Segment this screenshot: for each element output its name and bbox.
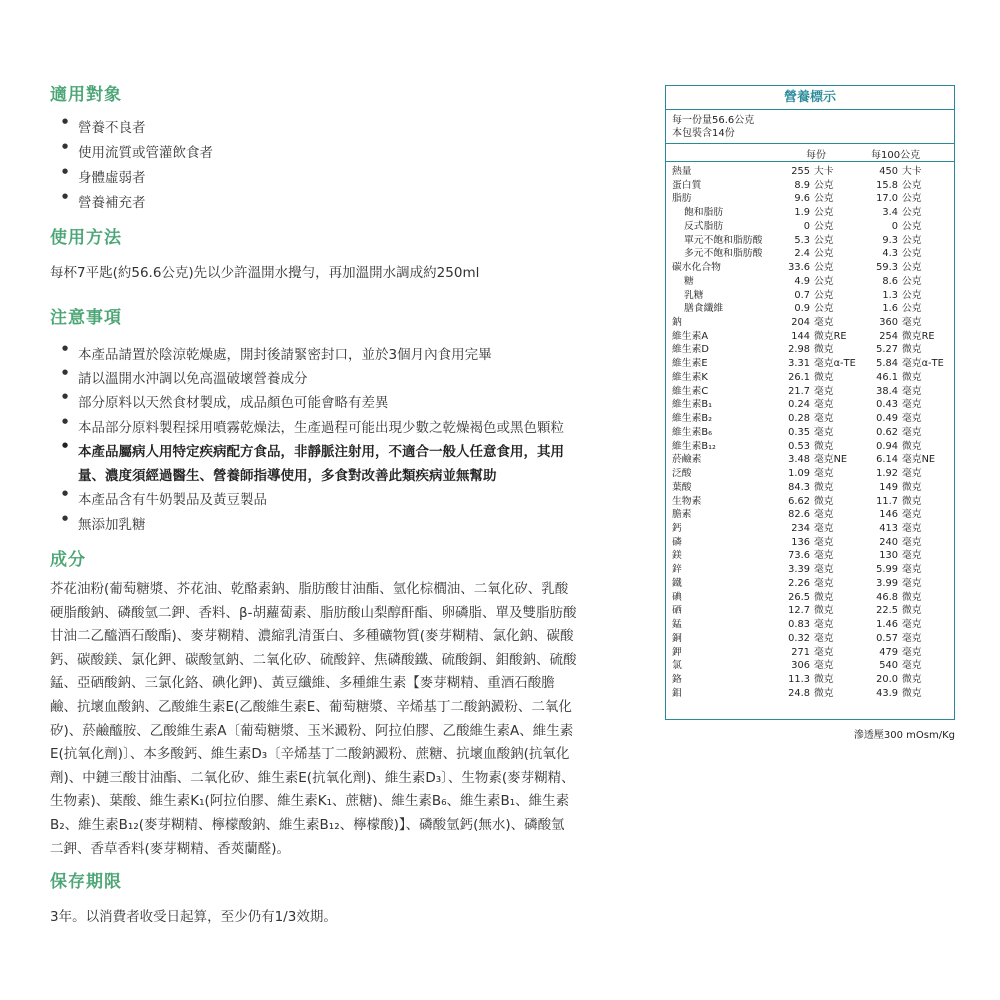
- unit-per-100g: 微克: [902, 591, 922, 603]
- value-per-100g: 1.6: [882, 303, 898, 315]
- value-per-serving: 9.6: [794, 193, 810, 205]
- col-header-per-serving: 每份: [806, 150, 826, 161]
- value-per-100g: 11.7: [876, 495, 898, 507]
- unit-per-serving: 毫克: [814, 426, 834, 438]
- unit-per-100g: 毫克: [902, 509, 922, 521]
- nutrition-facts-table: [665, 85, 955, 720]
- nutrient-name: 鈉: [672, 317, 682, 329]
- notes-item: ● 無添加乳糖: [78, 513, 146, 533]
- col-header-per-100g: 每100公克: [871, 150, 921, 161]
- unit-per-100g: 毫克: [902, 413, 922, 425]
- nutrient-name: 膽素: [672, 509, 692, 521]
- value-per-100g: 540: [879, 660, 898, 672]
- unit-per-serving: 公克: [814, 234, 834, 246]
- nutrient-name: 維生素B₁: [672, 399, 713, 411]
- value-per-serving: 306: [791, 660, 810, 672]
- value-per-100g: 43.9: [876, 687, 898, 699]
- value-per-100g: 6.14: [876, 454, 898, 466]
- value-per-100g: 5.84: [876, 358, 898, 370]
- unit-per-100g: 微克: [902, 344, 922, 356]
- unit-per-serving: 公克: [814, 262, 834, 274]
- unit-per-serving: 毫克: [814, 468, 834, 480]
- value-per-serving: 21.7: [788, 385, 810, 397]
- notes-item: ● 部分原料以天然食材製成，成品顏色可能會略有差異: [78, 391, 389, 411]
- value-per-serving: 144: [791, 330, 810, 342]
- value-per-serving: 0.32: [788, 632, 810, 644]
- unit-per-100g: 公克: [902, 275, 922, 287]
- unit-per-100g: 毫克: [902, 660, 922, 672]
- nutrient-name: 維生素B₂: [672, 413, 713, 425]
- value-per-serving: 82.6: [788, 509, 810, 521]
- value-per-100g: 0.57: [876, 632, 898, 644]
- unit-per-serving: 公克: [814, 220, 834, 232]
- ingredients-line: 二鉀、香草香料(麥芽糊精、香莢蘭醛)。: [50, 840, 291, 857]
- nutrient-name: 維生素A: [672, 330, 709, 342]
- value-per-serving: 234: [791, 522, 810, 534]
- nutrient-name: 乳糖: [684, 289, 704, 301]
- osmolality: 滲透壓300 mOsm/Kg: [853, 730, 955, 741]
- servings-per-pack: 本包裝含14份: [672, 128, 735, 139]
- value-per-serving: 0.83: [788, 619, 810, 631]
- nutrient-name: 磷: [672, 536, 682, 548]
- unit-per-serving: 公克: [814, 193, 834, 205]
- value-per-serving: 33.6: [788, 262, 810, 274]
- value-per-100g: 4.3: [882, 248, 898, 260]
- unit-per-100g: 微克: [902, 605, 922, 617]
- unit-per-100g: 大卡: [902, 166, 922, 177]
- unit-per-serving: 毫克: [814, 385, 834, 397]
- nutrient-name: 蛋白質: [672, 179, 702, 191]
- unit-per-100g: 微克: [902, 440, 922, 452]
- ingredients-line: B₂、維生素B₁₂(麥芽糊精、檸檬酸鈉、維生素B₁₂、檸檬酸)】、磷酸氫鈣(無水)、磷酸氫: [50, 817, 565, 833]
- value-per-serving: 12.7: [788, 605, 810, 617]
- value-per-100g: 413: [879, 522, 898, 534]
- nutrient-name: 鉬: [672, 687, 682, 699]
- value-per-serving: 8.9: [794, 179, 810, 191]
- unit-per-100g: 毫克: [902, 468, 922, 480]
- value-per-serving: 0.9: [794, 303, 810, 315]
- unit-per-100g: 公克: [902, 193, 922, 205]
- value-per-serving: 0.35: [788, 426, 810, 438]
- ingredients-line: 鈣、碳酸鎂、氯化鉀、碳酸氫鈉、二氧化矽、硫酸鋅、焦磷酸鐵、硫酸銅、鉬酸鈉、硫酸: [50, 651, 577, 668]
- nutrient-name: 鋅: [672, 564, 682, 576]
- unit-per-100g: 微克: [902, 371, 922, 383]
- unit-per-serving: 毫克: [814, 619, 834, 631]
- value-per-100g: 149: [879, 481, 898, 493]
- value-per-serving: 5.3: [794, 234, 810, 246]
- nutrient-name: 泛酸: [672, 468, 692, 480]
- value-per-serving: 6.62: [788, 495, 810, 507]
- value-per-100g: 3.4: [882, 207, 898, 219]
- unit-per-serving: 毫克: [814, 632, 834, 644]
- value-per-100g: 46.1: [876, 371, 898, 383]
- value-per-serving: 84.3: [788, 481, 810, 493]
- unit-per-100g: 微克: [902, 674, 922, 685]
- nutrient-name: 飽和脂肪: [684, 207, 724, 219]
- value-per-100g: 479: [879, 646, 898, 658]
- nutrient-name: 反式脂肪: [684, 220, 724, 232]
- value-per-serving: 0.28: [788, 413, 810, 425]
- unit-per-serving: 公克: [814, 248, 834, 260]
- unit-per-serving: 毫克: [814, 522, 834, 534]
- unit-per-100g: 毫克: [902, 550, 922, 562]
- value-per-100g: 130: [879, 550, 898, 562]
- unit-per-serving: 毫克: [814, 660, 834, 672]
- ingredients-heading: 成分: [50, 550, 86, 570]
- unit-per-serving: 毫克: [814, 317, 834, 329]
- value-per-100g: 0: [891, 220, 898, 232]
- target-heading: 適用對象: [50, 85, 122, 105]
- value-per-100g: 1.92: [876, 468, 898, 480]
- nutrient-name: 錳: [672, 619, 682, 631]
- value-per-serving: 271: [791, 646, 810, 658]
- value-per-serving: 1.09: [788, 468, 810, 480]
- ingredients-line: 甘油二乙醯酒石酸酯)、麥芽糊精、濃縮乳清蛋白、多種礦物質(麥芽糊精、氯化鈉、碳酸: [50, 628, 574, 645]
- value-per-serving: 204: [791, 317, 810, 329]
- value-per-serving: 73.6: [788, 550, 810, 562]
- unit-per-100g: 公克: [902, 207, 922, 219]
- unit-per-serving: 公克: [814, 275, 834, 287]
- ingredients-line: 硬脂酸鈉、磷酸氫二鉀、香料、β-胡蘿蔔素、脂肪酸山梨醇酐酯、卵磷脂、單及雙脂肪酸: [50, 604, 577, 621]
- unit-per-100g: 公克: [902, 262, 922, 274]
- unit-per-serving: 毫克NE: [814, 454, 848, 466]
- value-per-100g: 17.0: [876, 193, 898, 205]
- nutrient-name: 碘: [672, 591, 682, 603]
- value-per-serving: 2.98: [788, 344, 810, 356]
- unit-per-serving: 毫克: [814, 646, 834, 658]
- notes-item-warning: ● 本產品屬病人用特定疾病配方食品，非靜脈注射用，不適合一般人任意食用，其用: [78, 440, 564, 460]
- unit-per-100g: 公克: [902, 234, 922, 246]
- target-item: ● 營養不良者: [78, 116, 146, 136]
- value-per-100g: 0.43: [876, 399, 898, 411]
- nutrient-name: 鎂: [672, 550, 682, 562]
- value-per-100g: 0.49: [876, 413, 898, 425]
- value-per-100g: 5.99: [876, 564, 898, 576]
- nutrient-name: 氯: [672, 660, 682, 672]
- unit-per-serving: 毫克: [814, 550, 834, 562]
- value-per-100g: 8.6: [882, 275, 898, 287]
- ingredients-line: 矽)、菸鹼醯胺、乙酸維生素A〔葡萄糖漿、玉米澱粉、阿拉伯膠、乙酸維生素A、維生素: [50, 722, 574, 739]
- nutrient-name: 維生素K: [672, 371, 708, 383]
- value-per-serving: 11.3: [788, 674, 810, 685]
- unit-per-100g: 公克: [902, 179, 922, 191]
- unit-per-serving: 毫克: [814, 577, 834, 589]
- notes-heading: 注意事項: [50, 308, 122, 328]
- nutrient-name: 鉻: [672, 674, 682, 685]
- value-per-serving: 3.48: [788, 454, 810, 466]
- value-per-serving: 2.4: [794, 248, 810, 260]
- nutrient-name: 單元不飽和脂肪酸: [684, 234, 763, 246]
- value-per-100g: 254: [879, 330, 898, 342]
- value-per-100g: 146: [879, 509, 898, 521]
- value-per-serving: 3.31: [788, 358, 810, 370]
- unit-per-serving: 毫克: [814, 564, 834, 576]
- unit-per-serving: 大卡: [814, 166, 834, 177]
- shelf-life-heading: 保存期限: [50, 872, 122, 892]
- nutrient-name: 維生素B₆: [672, 426, 713, 438]
- value-per-100g: 20.0: [876, 674, 898, 685]
- value-per-100g: 22.5: [876, 605, 898, 617]
- value-per-100g: 1.46: [876, 619, 898, 631]
- value-per-serving: 2.26: [788, 577, 810, 589]
- value-per-100g: 9.3: [882, 234, 898, 246]
- value-per-100g: 1.3: [882, 289, 898, 301]
- value-per-100g: 0.62: [876, 426, 898, 438]
- value-per-100g: 450: [879, 166, 898, 177]
- nutrient-name: 碳水化合物: [672, 262, 721, 274]
- value-per-100g: 5.27: [876, 344, 898, 356]
- unit-per-serving: 微克: [814, 495, 834, 507]
- value-per-100g: 15.8: [876, 179, 898, 191]
- unit-per-serving: 微克: [814, 687, 834, 699]
- ingredients-line: 錳、亞硒酸鈉、三氯化鉻、碘化鉀)、黃豆纖維、多種維生素【麥芽糊精、重酒石酸膽: [50, 675, 555, 692]
- notes-item: ● 本產品請置於陰涼乾燥處，開封後請緊密封口，並於3個月內食用完畢: [78, 343, 492, 363]
- ingredients-line: 鹼、抗壞血酸鈉、乙酸維生素E(乙酸維生素E、葡萄糖漿、辛烯基丁二酸鈉澱粉、二氧化: [50, 699, 572, 715]
- unit-per-100g: 微克RE: [902, 330, 935, 342]
- unit-per-serving: 微克: [814, 605, 834, 617]
- value-per-serving: 0.24: [788, 399, 810, 411]
- nutrition-title: 營養標示: [666, 86, 954, 110]
- unit-per-serving: 微克: [814, 674, 834, 685]
- value-per-100g: 240: [879, 536, 898, 548]
- nutrient-name: 脂肪: [672, 193, 692, 205]
- value-per-serving: 136: [791, 536, 810, 548]
- ingredients-line: E(抗氧化劑)〕、本多酸鈣、維生素D₃〔辛烯基丁二酸鈉澱粉、蔗糖、抗壞血酸鈉(抗氧化: [50, 746, 570, 763]
- nutrient-name: 菸鹼素: [672, 454, 702, 466]
- nutrient-name: 維生素C: [672, 385, 709, 397]
- unit-per-100g: 毫克: [902, 564, 922, 576]
- unit-per-serving: 微克: [814, 344, 834, 356]
- unit-per-100g: 毫克: [902, 522, 922, 534]
- value-per-100g: 38.4: [876, 385, 898, 397]
- value-per-serving: 24.8: [788, 687, 810, 699]
- unit-per-100g: 毫克: [902, 619, 922, 631]
- unit-per-serving: 毫克: [814, 509, 834, 521]
- ingredients-line: 芥花油粉(葡萄糖漿、芥花油、乾酪素鈉、脂肪酸甘油酯、氫化棕櫚油、二氧化矽、乳酸: [50, 581, 569, 597]
- unit-per-100g: 微克: [902, 481, 922, 493]
- ingredients-line: 劑)、中鏈三酸甘油酯、二氧化矽、維生素E(抗氧化劑)、維生素D₃〕、生物素(麥芽糊精、: [50, 769, 575, 786]
- notes-item: ● 請以溫開水沖調以免高溫破壞營養成分: [78, 367, 308, 387]
- nutrient-name: 鈣: [672, 522, 682, 534]
- unit-per-100g: 毫克: [902, 399, 922, 411]
- unit-per-serving: 微克: [814, 591, 834, 603]
- divider: [666, 161, 954, 162]
- unit-per-serving: 公克: [814, 289, 834, 301]
- nutrient-name: 維生素E: [672, 358, 708, 370]
- divider: [666, 143, 954, 144]
- shelf-life-text: 3年。以消費者收受日起算，至少仍有1/3效期。: [50, 909, 337, 925]
- unit-per-100g: 微克: [902, 495, 922, 507]
- unit-per-serving: 毫克: [814, 413, 834, 425]
- target-item: ● 營養補充者: [78, 191, 146, 211]
- nutrient-name: 鐵: [672, 577, 682, 589]
- value-per-100g: 360: [879, 317, 898, 329]
- value-per-serving: 0: [803, 220, 810, 232]
- value-per-100g: 46.8: [876, 591, 898, 603]
- nutrient-name: 熱量: [672, 166, 692, 177]
- unit-per-100g: 毫克: [902, 646, 922, 658]
- notes-item-warning-continuation: 量、濃度須經過醫生、營養師指導使用，多食對改善此類疾病並無幫助: [78, 468, 497, 484]
- nutrient-name: 多元不飽和脂肪酸: [684, 248, 763, 260]
- unit-per-serving: 毫克α-TE: [814, 358, 856, 370]
- value-per-serving: 4.9: [794, 275, 810, 287]
- value-per-serving: 1.9: [794, 207, 810, 219]
- nutrient-name: 維生素B₁₂: [672, 440, 716, 452]
- unit-per-100g: 毫克NE: [902, 454, 936, 466]
- value-per-serving: 255: [791, 166, 810, 177]
- target-item: ● 身體虛弱者: [78, 166, 146, 186]
- unit-per-100g: 毫克: [902, 632, 922, 644]
- unit-per-100g: 公克: [902, 303, 922, 315]
- nutrient-name: 維生素D: [672, 344, 709, 356]
- serving-size: 每一份量56.6公克: [672, 115, 755, 126]
- unit-per-serving: 微克RE: [814, 330, 847, 342]
- unit-per-serving: 毫克: [814, 399, 834, 411]
- unit-per-100g: 毫克: [902, 577, 922, 589]
- value-per-serving: 0.53: [788, 440, 810, 452]
- nutrient-name: 膳食纖維: [684, 303, 724, 315]
- usage-heading: 使用方法: [50, 228, 122, 248]
- value-per-100g: 3.99: [876, 577, 898, 589]
- notes-item: ● 本品部分原料製程採用噴霧乾燥法，生產過程可能出現少數之乾燥褐色或黑色顆粒: [78, 416, 564, 436]
- ingredients-line: 生物素)、葉酸、維生素K₁(阿拉伯膠、維生素K₁、蔗糖)、維生素B₆、維生素B₁、維生素: [50, 793, 570, 810]
- unit-per-100g: 毫克α-TE: [902, 358, 944, 370]
- unit-per-100g: 毫克: [902, 385, 922, 397]
- unit-per-100g: 毫克: [902, 536, 922, 548]
- unit-per-serving: 微克: [814, 440, 834, 452]
- unit-per-100g: 毫克: [902, 426, 922, 438]
- unit-per-100g: 毫克: [902, 317, 922, 329]
- unit-per-serving: 公克: [814, 179, 834, 191]
- value-per-100g: 0.94: [876, 440, 898, 452]
- value-per-serving: 0.7: [794, 289, 810, 301]
- unit-per-serving: 公克: [814, 207, 834, 219]
- unit-per-100g: 公克: [902, 248, 922, 260]
- unit-per-serving: 毫克: [814, 536, 834, 548]
- nutrient-name: 糖: [684, 275, 694, 287]
- nutrient-name: 葉酸: [672, 481, 692, 493]
- unit-per-serving: 公克: [814, 303, 834, 315]
- value-per-100g: 59.3: [876, 262, 898, 274]
- notes-item: ● 本產品含有牛奶製品及黃豆製品: [78, 488, 267, 508]
- unit-per-serving: 微克: [814, 371, 834, 383]
- unit-per-100g: 微克: [902, 687, 922, 699]
- nutrient-name: 硒: [672, 605, 682, 617]
- unit-per-100g: 公克: [902, 289, 922, 301]
- nutrient-name: 銅: [672, 632, 682, 644]
- unit-per-100g: 公克: [902, 220, 922, 232]
- value-per-serving: 3.39: [788, 564, 810, 576]
- nutrient-name: 鉀: [672, 646, 682, 658]
- value-per-serving: 26.5: [788, 591, 810, 603]
- unit-per-serving: 微克: [814, 481, 834, 493]
- value-per-serving: 26.1: [788, 371, 810, 383]
- usage-text: 每杯7平匙(約56.6公克)先以少許溫開水攪勻，再加溫開水調成約250ml: [50, 265, 480, 281]
- target-item: ● 使用流質或管灌飲食者: [78, 141, 213, 161]
- nutrient-name: 生物素: [672, 495, 702, 507]
